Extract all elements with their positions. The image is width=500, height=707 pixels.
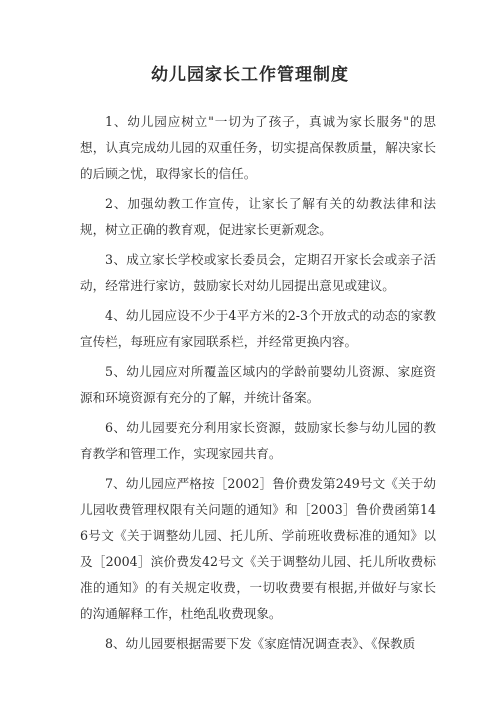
document-title: 幼儿园家长工作管理制度 — [151, 65, 349, 85]
paragraph-3: 3、成立家长学校或家长委员会，定期召开家长会或亲子活动，经常进行家访，鼓励家长对幼儿园提出意见或建议。 — [80, 252, 436, 293]
paragraph-4: 4、幼儿园应设不少于4平方米的2-3个开放式的动态的家教宣传栏，每班应有家园联系栏，并经常更换内容。 — [80, 308, 436, 349]
paragraph-5: 5、幼儿园应对所覆盖区域内的学龄前婴幼儿资源、家庭资源和环境资源有充分的了解，并统计备案。 — [80, 364, 436, 405]
paragraph-7: 7、幼儿园应严格按［2002］鲁价费发第249号文《关于幼儿园收费管理权限有关问题的通知》和［2003］鲁价费函第146号文《关于调整幼儿园、托儿所、学前班收费标准的通知》以及［2004］滨价费发42号文《关于调整幼儿园、托儿所收费标准的通知》的有关规定收费，一切收费要有根据,并做好与家长的沟通解释工作，杜绝乱收费现象。 — [80, 476, 436, 621]
document-body — [80, 109, 436, 657]
paragraph-8: 8、幼儿园要根据需要下发《家庭情况调查表》、《保教质 — [105, 636, 416, 651]
paragraph-2: 2、加强幼教工作宣传，让家长了解有关的幼教法律和法规，树立正确的教育观，促进家长更新观念。 — [80, 196, 436, 237]
paragraph-6: 6、幼儿园要充分利用家长资源，鼓励家长参与幼儿园的教育教学和管理工作，实现家园共育。 — [80, 420, 436, 461]
paragraph-1: 1、幼儿园应树立"一切为了孩子，真诚为家长服务"的思想，认真完成幼儿园的双重任务，切实提高保教质量，解决家长的后顾之忧，取得家长的信任。 — [80, 114, 436, 181]
